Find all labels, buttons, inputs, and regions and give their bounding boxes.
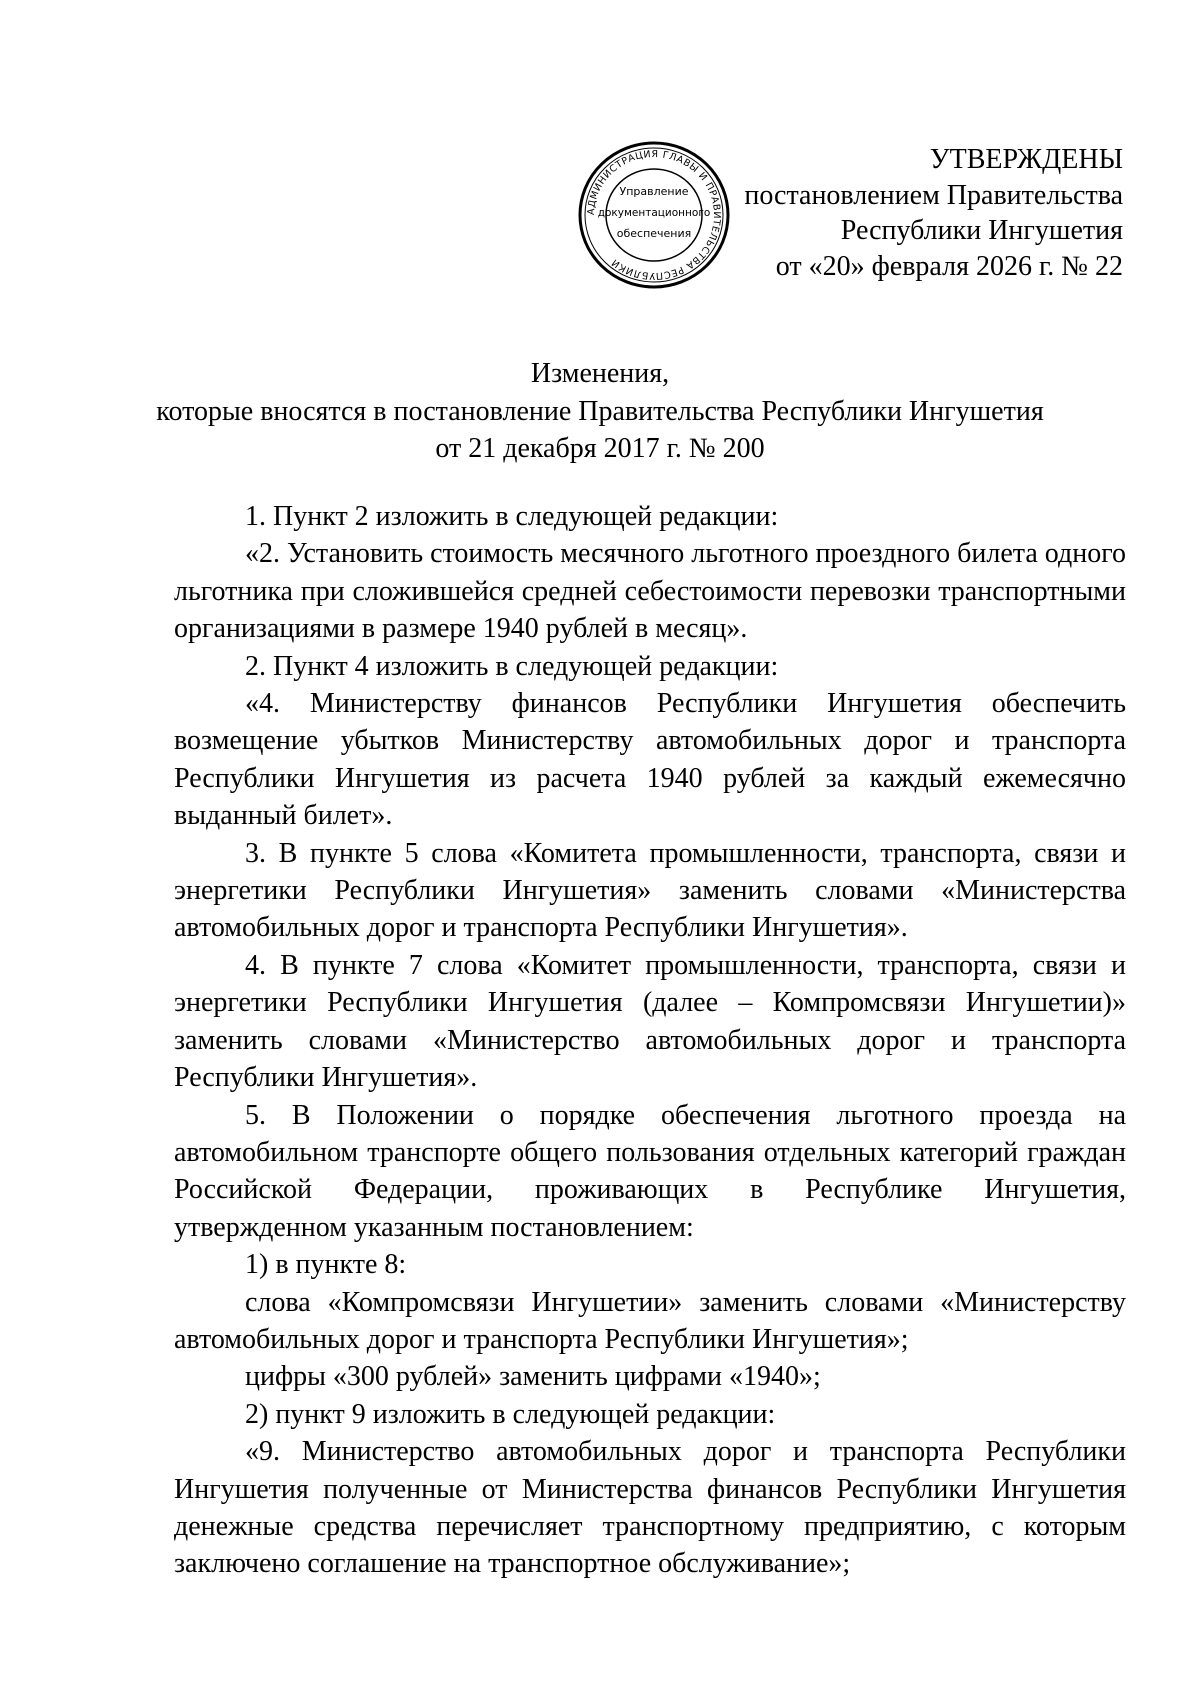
paragraph-subitem-1-digits: цифры «300 рублей» заменить цифрами «1940»; (245, 1361, 821, 1393)
title-line-2: которые вносятся в постановление Правительства Республики Ингушетия (156, 395, 1044, 427)
document-body (174, 498, 1126, 1583)
seal-ring-text: АДМИНИСТРАЦИЯ ГЛАВЫ И ПРАВИТЕЛЬСТВА РЕСПУБЛИКИ (585, 148, 723, 282)
approval-line-2: постановлением Правительства (744, 179, 1123, 211)
seal-line-2: документационного (597, 207, 711, 219)
official-seal (578, 140, 730, 290)
paragraph-subitem-1-words: слова «Компромсвязи Ингушетии» заменить словами «Министерству автомобильных дорог и транспорта Республики Ингушетия»; (174, 1286, 1126, 1355)
paragraph-subitem-1: 1) в пункте 8: (245, 1249, 407, 1281)
approval-line-4: от «20» февраля 2026 г. № 22 (775, 250, 1123, 282)
paragraph-subitem-2: 2) пункт 9 изложить в следующей редакции: (245, 1398, 776, 1430)
paragraph-item-4: 4. В пункте 7 слова «Комитет промышленности, транспорта, связи и энергетики Республики Ингушетия (далее – Компромсвязи Ингушетии)» заменить словами «Министерство автомобильных дорог и транспорта Республики Ингушетия». (174, 949, 1126, 1094)
approval-block (744, 142, 1123, 284)
seal-line-1: Управление (619, 185, 689, 198)
approval-line-1: УТВЕРЖДЕНЫ (929, 144, 1123, 175)
approval-line-3: Республики Ингушетия (840, 215, 1123, 246)
paragraph-item-2-text: «2. Установить стоимость месячного льготного проездного билета одного льготника при сложившейся средней себестоимости перевозки транспортными организациями в размере 1940 рублей в месяц». (174, 538, 1126, 645)
title-line-1: Изменения, (530, 358, 670, 389)
paragraph-item-3: 3. В пункте 5 слова «Комитета промышленности, транспорта, связи и энергетики Республики Ингушетия» заменить словами «Министерства автомобильных дорог и транспорта Республики Ингушетия». (174, 837, 1126, 944)
title-line-3: от 21 декабря 2017 г. № 200 (435, 433, 765, 464)
paragraph-item-5: 5. В Положении о порядке обеспечения льготного проезда на автомобильном транспорте общего пользования отдельных категорий граждан Российской Федерации, проживающих в Республике Ингушетия, утвержденном указанным постановлением: (174, 1099, 1126, 1243)
paragraph-item-4-text: «4. Министерству финансов Республики Ингушетия обеспечить возмещение убытков Министерству автомобильных дорог и транспорта Республики Ингушетия из расчета 1940 рублей за каждый ежемесячно выданный билет». (174, 688, 1126, 832)
paragraph-item-2: 2. Пункт 4 изложить в следующей редакции: (245, 650, 779, 682)
paragraph-subitem-2-text: «9. Министерство автомобильных дорог и транспорта Республики Ингушетия полученные от Министерства финансов Республики Ингушетия денежные средства перечисляет транспортному предприятию, с которым заключено соглашение на транспортное обслуживание»; (174, 1436, 1126, 1580)
document-title (0, 355, 1200, 468)
seal-line-3: обеспечения (616, 227, 692, 240)
paragraph-item-1: 1. Пункт 2 изложить в следующей редакции: (245, 501, 779, 532)
